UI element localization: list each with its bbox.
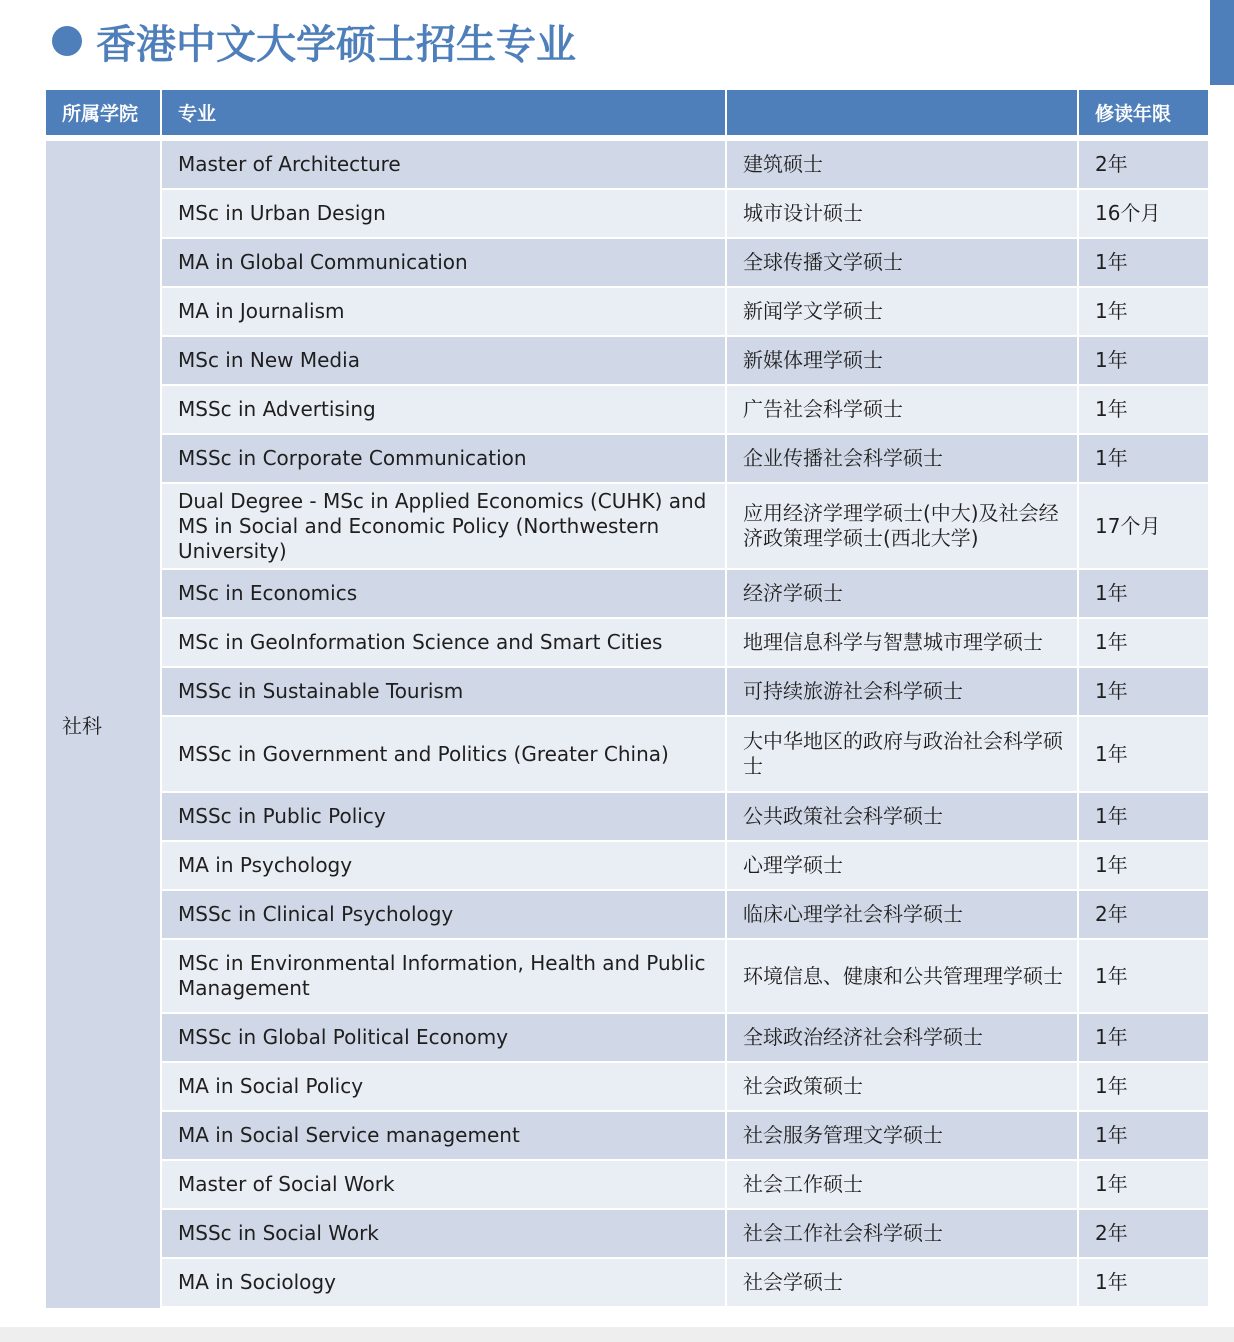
program-english-name: MA in Social Policy bbox=[162, 1063, 725, 1110]
program-duration: 1年 bbox=[1079, 793, 1208, 840]
program-duration: 1年 bbox=[1079, 1161, 1208, 1208]
program-duration: 2年 bbox=[1079, 141, 1208, 188]
program-duration: 1年 bbox=[1079, 239, 1208, 286]
program-english-name: Dual Degree - MSc in Applied Economics (CUHK) and MS in Social and Economic Policy (Northwestern University) bbox=[162, 484, 725, 568]
program-duration: 1年 bbox=[1079, 435, 1208, 482]
program-duration: 2年 bbox=[1079, 1210, 1208, 1257]
program-english-name: MSSc in Global Political Economy bbox=[162, 1014, 725, 1061]
program-chinese-name: 临床心理学社会科学硕士 bbox=[727, 891, 1077, 938]
page-title: 香港中文大学硕士招生专业 bbox=[96, 21, 576, 68]
program-chinese-name: 地理信息科学与智慧城市理学硕士 bbox=[727, 619, 1077, 666]
program-duration: 1年 bbox=[1079, 1259, 1208, 1306]
program-chinese-name: 建筑硕士 bbox=[727, 141, 1077, 188]
program-english-name: MA in Social Service management bbox=[162, 1112, 725, 1159]
bottom-strip bbox=[0, 1327, 1234, 1342]
program-english-name: MSc in Economics bbox=[162, 570, 725, 617]
program-duration: 1年 bbox=[1079, 337, 1208, 384]
program-chinese-name: 应用经济学理学硕士(中大)及社会经济政策理学硕士(西北大学) bbox=[727, 484, 1077, 568]
header-chinese-name bbox=[727, 90, 1077, 135]
header-major: 专业 bbox=[162, 90, 725, 135]
program-english-name: MA in Global Communication bbox=[162, 239, 725, 286]
program-duration: 1年 bbox=[1079, 668, 1208, 715]
program-chinese-name: 全球传播文学硕士 bbox=[727, 239, 1077, 286]
program-duration: 1年 bbox=[1079, 386, 1208, 433]
program-english-name: MSc in GeoInformation Science and Smart Cities bbox=[162, 619, 725, 666]
corner-accent-tab bbox=[1210, 0, 1234, 85]
program-english-name: MA in Journalism bbox=[162, 288, 725, 335]
program-english-name: MSc in New Media bbox=[162, 337, 725, 384]
program-english-name: MSc in Environmental Information, Health and Public Management bbox=[162, 940, 725, 1012]
program-duration: 1年 bbox=[1079, 1063, 1208, 1110]
program-chinese-name: 城市设计硕士 bbox=[727, 190, 1077, 237]
program-duration: 2年 bbox=[1079, 891, 1208, 938]
program-english-name: MSSc in Sustainable Tourism bbox=[162, 668, 725, 715]
program-english-name: MA in Psychology bbox=[162, 842, 725, 889]
header-duration: 修读年限 bbox=[1079, 90, 1208, 135]
program-chinese-name: 社会政策硕士 bbox=[727, 1063, 1077, 1110]
program-chinese-name: 新闻学文学硕士 bbox=[727, 288, 1077, 335]
program-english-name: MSc in Urban Design bbox=[162, 190, 725, 237]
program-duration: 1年 bbox=[1079, 940, 1208, 1012]
program-english-name: Master of Architecture bbox=[162, 141, 725, 188]
department-cell: 社科 bbox=[46, 141, 160, 1308]
program-duration: 17个月 bbox=[1079, 484, 1208, 568]
program-english-name: MSSc in Social Work bbox=[162, 1210, 725, 1257]
program-duration: 1年 bbox=[1079, 717, 1208, 791]
program-chinese-name: 可持续旅游社会科学硕士 bbox=[727, 668, 1077, 715]
title-row bbox=[52, 14, 576, 68]
program-chinese-name: 社会服务管理文学硕士 bbox=[727, 1112, 1077, 1159]
program-english-name: MSSc in Clinical Psychology bbox=[162, 891, 725, 938]
program-duration: 1年 bbox=[1079, 288, 1208, 335]
program-chinese-name: 大中华地区的政府与政治社会科学硕士 bbox=[727, 717, 1077, 791]
program-chinese-name: 社会工作社会科学硕士 bbox=[727, 1210, 1077, 1257]
program-english-name: MSSc in Government and Politics (Greater China) bbox=[162, 717, 725, 791]
program-chinese-name: 经济学硕士 bbox=[727, 570, 1077, 617]
program-duration: 1年 bbox=[1079, 1112, 1208, 1159]
program-chinese-name: 新媒体理学硕士 bbox=[727, 337, 1077, 384]
program-chinese-name: 社会学硕士 bbox=[727, 1259, 1077, 1306]
program-chinese-name: 全球政治经济社会科学硕士 bbox=[727, 1014, 1077, 1061]
program-duration: 1年 bbox=[1079, 570, 1208, 617]
program-chinese-name: 环境信息、健康和公共管理理学硕士 bbox=[727, 940, 1077, 1012]
program-chinese-name: 企业传播社会科学硕士 bbox=[727, 435, 1077, 482]
program-chinese-name: 社会工作硕士 bbox=[727, 1161, 1077, 1208]
program-duration: 16个月 bbox=[1079, 190, 1208, 237]
program-english-name: Master of Social Work bbox=[162, 1161, 725, 1208]
program-chinese-name: 公共政策社会科学硕士 bbox=[727, 793, 1077, 840]
program-duration: 1年 bbox=[1079, 1014, 1208, 1061]
program-duration: 1年 bbox=[1079, 842, 1208, 889]
program-duration: 1年 bbox=[1079, 619, 1208, 666]
program-english-name: MSSc in Corporate Communication bbox=[162, 435, 725, 482]
program-chinese-name: 广告社会科学硕士 bbox=[727, 386, 1077, 433]
program-english-name: MSSc in Public Policy bbox=[162, 793, 725, 840]
programs-table bbox=[46, 90, 1208, 1308]
header-department: 所属学院 bbox=[46, 90, 160, 135]
program-english-name: MA in Sociology bbox=[162, 1259, 725, 1306]
bullet-dot-icon bbox=[52, 26, 82, 56]
program-chinese-name: 心理学硕士 bbox=[727, 842, 1077, 889]
program-english-name: MSSc in Advertising bbox=[162, 386, 725, 433]
